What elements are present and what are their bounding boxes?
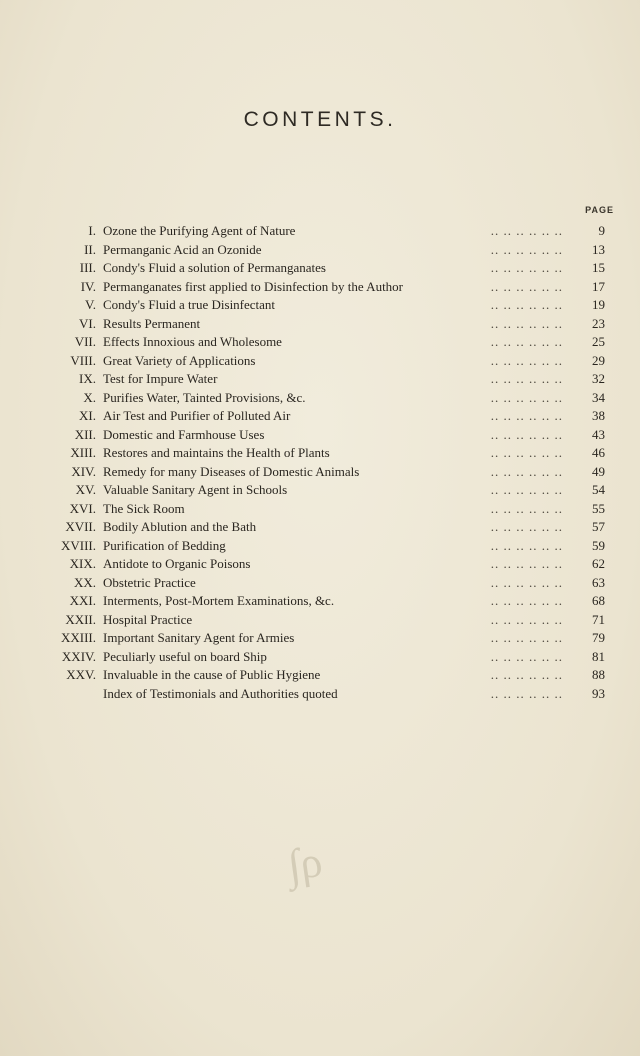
contents-entry (60, 629, 605, 648)
chapter-title: Ozone the Purifying Agent of Nature (103, 223, 296, 238)
contents-entry (60, 296, 605, 315)
contents-entry (60, 666, 605, 685)
contents-entry (60, 241, 605, 260)
contents-entry (60, 333, 605, 352)
page-number: 54 (592, 482, 605, 497)
dot-leader: .. .. .. .. .. .. (490, 315, 563, 331)
dot-leader: .. .. .. .. .. .. (490, 500, 563, 516)
chapter-title: Obstetric Practice (103, 574, 196, 590)
contents-entry (60, 315, 605, 334)
dot-leader: .. .. .. .. .. .. (490, 408, 563, 423)
page-number: 23 (592, 315, 605, 331)
page-number: 19 (592, 297, 605, 312)
page-number: 9 (598, 223, 605, 238)
chapter-title: Bodily Ablution and the Bath (103, 519, 257, 534)
contents-entry (60, 407, 605, 426)
page-number: 63 (592, 574, 605, 590)
page-number: 71 (592, 611, 605, 627)
dot-leader: .. .. .. .. .. .. (490, 297, 563, 312)
page-number: 17 (592, 278, 605, 294)
chapter-number: IX. (79, 371, 96, 386)
dot-leader: .. .. .. .. .. .. (490, 667, 563, 682)
page-number: 62 (592, 556, 605, 571)
contents-entry (60, 463, 605, 482)
contents-entry (60, 611, 605, 630)
dot-leader: .. .. .. .. .. .. (490, 334, 563, 349)
chapter-title: Restores and maintains the Health of Plants (103, 445, 330, 460)
dot-leader: .. .. .. .. .. .. (490, 611, 563, 627)
page-number: 79 (592, 630, 605, 645)
dot-leader: .. .. .. .. .. .. (490, 463, 563, 479)
chapter-title: Condy's Fluid a true Disinfectant (103, 297, 276, 312)
chapter-number: XV. (75, 482, 96, 497)
page-number: 29 (592, 352, 605, 368)
chapter-number: I. (88, 223, 96, 238)
chapter-title: Important Sanitary Agent for Armies (103, 630, 295, 645)
dot-leader: .. .. .. .. .. .. (490, 223, 563, 238)
dot-leader: .. .. .. .. .. .. (490, 685, 563, 701)
chapter-number: XIII. (70, 445, 96, 460)
chapter-title: The Sick Room (103, 500, 185, 516)
page-number: 59 (592, 537, 605, 553)
chapter-number: XX. (73, 574, 96, 590)
chapter-title: Purifies Water, Tainted Provisions, &c. (103, 389, 306, 405)
chapter-number: XXIII. (60, 630, 96, 645)
chapter-number: XIV. (71, 463, 96, 479)
contents-entry (60, 685, 605, 704)
dot-leader: .. .. .. .. .. .. (490, 556, 563, 571)
page-number: 81 (592, 648, 605, 664)
dot-leader: .. .. .. .. .. .. (490, 371, 563, 386)
contents-entry (60, 426, 605, 445)
page-title: CONTENTS. (243, 108, 397, 131)
contents-entry (60, 278, 605, 297)
contents-entry (60, 537, 605, 556)
contents-entry (60, 555, 605, 574)
page-number: 32 (592, 371, 605, 386)
library-stamp-mark: ∫ρ (284, 836, 326, 891)
chapter-title: Index of Testimonials and Authorities quoted (103, 685, 338, 701)
chapter-number: XVII. (65, 519, 96, 534)
dot-leader: .. .. .. .. .. .. (490, 593, 563, 608)
chapter-number: XVI. (69, 500, 96, 516)
chapter-number: XXV. (66, 667, 96, 682)
dot-leader: .. .. .. .. .. .. (490, 389, 563, 405)
page-number: 55 (592, 500, 605, 516)
contents-entry (60, 592, 605, 611)
chapter-number: II. (84, 241, 96, 257)
page-number: 43 (592, 426, 605, 442)
dot-leader: .. .. .. .. .. .. (490, 537, 563, 553)
dot-leader: .. .. .. .. .. .. (490, 630, 563, 645)
chapter-title: Interments, Post-Mortem Examinations, &c. (103, 593, 335, 608)
chapter-title: Invaluable in the cause of Public Hygiene (103, 667, 321, 682)
chapter-title: Domestic and Farmhouse Uses (103, 426, 265, 442)
dot-leader: .. .. .. .. .. .. (490, 426, 563, 442)
chapter-title: Valuable Sanitary Agent in Schools (103, 482, 288, 497)
dot-leader: .. .. .. .. .. .. (490, 352, 563, 368)
page-number: 93 (592, 685, 605, 701)
page-number: 13 (592, 241, 605, 257)
chapter-title: Permanganates first applied to Disinfection by the Author (103, 278, 404, 294)
dot-leader: .. .. .. .. .. .. (490, 574, 563, 590)
chapter-number: XIX. (69, 556, 96, 571)
chapter-number: XVIII. (60, 537, 96, 553)
contents-entry (60, 574, 605, 593)
page-number: 38 (592, 408, 605, 423)
contents-entry (60, 481, 605, 500)
page-number: 15 (592, 260, 605, 275)
dot-leader: .. .. .. .. .. .. (490, 482, 563, 497)
page-column-label: PAGE (585, 205, 614, 215)
page-number: 88 (592, 667, 605, 682)
page-number: 25 (592, 334, 605, 349)
chapter-title: Antidote to Organic Poisons (103, 556, 251, 571)
contents-entry (60, 518, 605, 537)
contents-entry (60, 352, 605, 371)
page-number: 49 (592, 463, 605, 479)
contents-entry (60, 370, 605, 389)
chapter-number: XXI. (69, 593, 96, 608)
chapter-number: XI. (79, 408, 96, 423)
chapter-title: Test for Impure Water (103, 371, 218, 386)
chapter-number: X. (83, 389, 96, 405)
chapter-number: VII. (74, 334, 96, 349)
chapter-title: Hospital Practice (103, 611, 193, 627)
dot-leader: .. .. .. .. .. .. (490, 278, 563, 294)
chapter-title: Permanganic Acid an Ozonide (103, 241, 262, 257)
chapter-title: Effects Innoxious and Wholesome (103, 334, 282, 349)
page-number: 34 (592, 389, 605, 405)
page-number: 46 (592, 445, 605, 460)
chapter-number: XXIV. (61, 648, 96, 664)
dot-leader: .. .. .. .. .. .. (490, 445, 563, 460)
contents-entry (60, 648, 605, 667)
chapter-title: Results Permanent (103, 315, 201, 331)
dot-leader: .. .. .. .. .. .. (490, 241, 563, 257)
chapter-number: V. (85, 297, 96, 312)
chapter-number: VI. (79, 315, 96, 331)
chapter-title: Air Test and Purifier of Polluted Air (103, 408, 291, 423)
chapter-number: IV. (80, 278, 96, 294)
contents-entry (60, 389, 605, 408)
chapter-title: Great Variety of Applications (103, 352, 256, 368)
page-number: 57 (592, 519, 605, 534)
chapter-title: Peculiarly useful on board Ship (103, 648, 267, 664)
chapter-number: III. (79, 260, 96, 275)
contents-list (60, 222, 605, 703)
contents-entry (60, 500, 605, 519)
chapter-title: Purification of Bedding (103, 537, 226, 553)
chapter-number: XXII. (65, 611, 96, 627)
chapter-title: Remedy for many Diseases of Domestic Animals (103, 463, 360, 479)
chapter-title: Condy's Fluid a solution of Permanganates (103, 260, 326, 275)
dot-leader: .. .. .. .. .. .. (490, 519, 563, 534)
contents-entry (60, 259, 605, 278)
dot-leader: .. .. .. .. .. .. (490, 260, 563, 275)
page-number: 68 (592, 593, 605, 608)
dot-leader: .. .. .. .. .. .. (490, 648, 563, 664)
chapter-number: VIII. (70, 352, 96, 368)
contents-entry (60, 444, 605, 463)
contents-entry (60, 222, 605, 241)
chapter-number: XII. (74, 426, 96, 442)
